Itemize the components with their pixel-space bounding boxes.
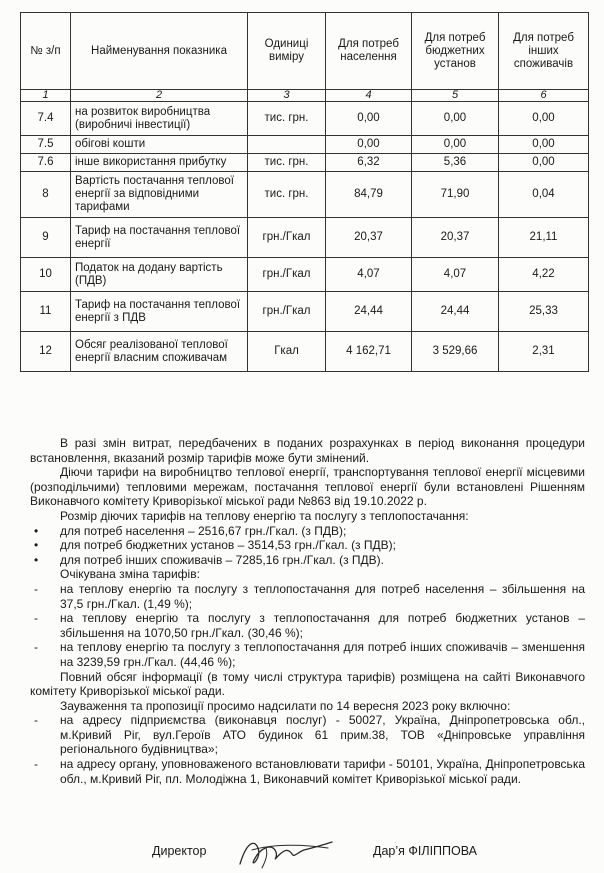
- row-indicator-name: інше використання прибутку: [71, 154, 248, 172]
- row-budget-value: 0,00: [412, 136, 499, 154]
- row-number: 7.5: [21, 136, 71, 154]
- table-row: [21, 154, 589, 172]
- header-indicator-name: Найменування показника: [71, 13, 248, 90]
- row-indicator-name: Тариф на постачання теплової енергії: [71, 218, 248, 258]
- row-budget-value: 24,44: [412, 292, 499, 332]
- row-other-value: 4,22: [499, 258, 589, 292]
- row-population-value: 20,37: [326, 218, 412, 258]
- row-number: 8: [21, 172, 71, 218]
- table-row: [21, 136, 589, 154]
- list-item: - на теплову енергію та послугу з теплопостачання для потреб інших споживачів – зменшення на 3239,59 грн./Гкал. (44,46 %);: [30, 640, 585, 669]
- header-unit: Одиниці виміру: [248, 13, 326, 90]
- row-unit: [248, 136, 326, 154]
- row-other-value: 0,04: [499, 172, 589, 218]
- table-row: [21, 172, 589, 218]
- row-indicator-name: Податок на додану вартість (ПДВ): [71, 258, 248, 292]
- row-population-value: 4 162,71: [326, 332, 412, 372]
- row-unit: грн./Гкал: [248, 258, 326, 292]
- row-number: 12: [21, 332, 71, 372]
- signature-block: [0, 840, 604, 873]
- row-unit: тис. грн.: [248, 102, 326, 136]
- row-budget-value: 20,37: [412, 218, 499, 258]
- index-cell: 4: [326, 90, 412, 102]
- list-item: - на адресу органу, уповноваженого встановлювати тарифи - 50101, Україна, Дніпропетровська обл., м.Кривий Ріг, пл. Молодіжна 1, Виконавчий комітет Криворізької міської ради.: [30, 757, 585, 786]
- paragraph-cost-changes: В разі змін витрат, передбачених в поданих розрахунках в період виконання процедури встановлення, вказаний розмір тарифів може бути змінений.: [30, 436, 585, 465]
- row-number: 11: [21, 292, 71, 332]
- table-row: [21, 218, 589, 258]
- tariff-changes-list: [30, 582, 585, 670]
- list-item: - на адресу підприємства (виконавця послуг) - 50027, Україна, Дніпропетровська обл., м.Кривий Ріг, вул.Героїв АТО будинок 61 прим.38, ТОВ «Дніпровське управління регіонального будівництва»;: [30, 713, 585, 757]
- list-item: • для потреб населення – 2516,67 грн./Гкал. (з ПДВ);: [30, 524, 585, 539]
- index-cell: 6: [499, 90, 589, 102]
- row-indicator-name: на розвиток виробництва (виробничі інвестиції): [71, 102, 248, 136]
- table-row: [21, 332, 589, 372]
- row-indicator-name: Обсяг реалізованої теплової енергії власним споживачам: [71, 332, 248, 372]
- row-other-value: 2,31: [499, 332, 589, 372]
- row-indicator-name: Вартість постачання теплової енергії за відповідними тарифами: [71, 172, 248, 218]
- index-cell: 5: [412, 90, 499, 102]
- paragraph-current-tariffs: Діючи тарифи на виробництво теплової енергії, транспортування теплової енергії місцевими (розподільчими) тепловими мережам, постачання теплової енергії були встановлені Рішенням Виконавчого комітету Криворізької міської ради №863 від 19.10.2022 р.: [30, 465, 585, 509]
- row-population-value: 84,79: [326, 172, 412, 218]
- row-budget-value: 71,90: [412, 172, 499, 218]
- index-cell: 1: [21, 90, 71, 102]
- row-number: 9: [21, 218, 71, 258]
- row-other-value: 0,00: [499, 154, 589, 172]
- row-other-value: 0,00: [499, 102, 589, 136]
- row-budget-value: 4,07: [412, 258, 499, 292]
- table-row: [21, 102, 589, 136]
- list-item: - на теплову енергію та послугу з теплопостачання для потреб бюджетних установ – збільшення на 1070,50 грн./Гкал. (30,46 %);: [30, 611, 585, 640]
- handwritten-signature: [232, 834, 352, 872]
- table-index-row: [21, 90, 589, 102]
- table-row: [21, 258, 589, 292]
- row-unit: грн./Гкал: [248, 292, 326, 332]
- row-population-value: 4,07: [326, 258, 412, 292]
- row-number: 10: [21, 258, 71, 292]
- row-budget-value: 5,36: [412, 154, 499, 172]
- addresses-list: [30, 713, 585, 786]
- row-population-value: 0,00: [326, 136, 412, 154]
- row-population-value: 0,00: [326, 102, 412, 136]
- document-text: [30, 436, 585, 786]
- row-unit: тис. грн.: [248, 172, 326, 218]
- index-cell: 3: [248, 90, 326, 102]
- row-number: 7.4: [21, 102, 71, 136]
- row-unit: тис. грн.: [248, 154, 326, 172]
- header-budget-institutions: Для потреб бюджетних установ: [412, 13, 499, 90]
- list-item: • для потреб інших споживачів – 7285,16 грн./Гкал. (з ПДВ).: [30, 553, 585, 568]
- row-population-value: 24,44: [326, 292, 412, 332]
- row-indicator-name: Тариф на постачання теплової енергії з ПДВ: [71, 292, 248, 332]
- signatory-role: Директор: [152, 844, 207, 858]
- tariff-table: [20, 12, 589, 372]
- paragraph-tariff-size: Розмір діючих тарифів на теплову енергію та послугу з теплопостачання:: [60, 508, 469, 523]
- row-other-value: 0,00: [499, 136, 589, 154]
- row-other-value: 25,33: [499, 292, 589, 332]
- table-row: [21, 292, 589, 332]
- row-population-value: 6,32: [326, 154, 412, 172]
- row-other-value: 21,11: [499, 218, 589, 258]
- header-population: Для потреб населення: [326, 13, 412, 90]
- current-tariffs-list: [30, 524, 585, 568]
- paragraph-full-info: Повний обсяг інформації (в тому числі структура тарифів) розміщена на сайті Виконавчого комітету Криворізької міської ради.: [30, 669, 585, 699]
- index-cell: 2: [71, 90, 248, 102]
- header-other-consumers: Для потреб інших споживачів: [499, 13, 589, 90]
- signatory-name: Дар’я ФІЛІППОВА: [373, 844, 477, 858]
- row-unit: Гкал: [248, 332, 326, 372]
- table-header-row: [21, 13, 589, 90]
- header-number: № з/п: [21, 13, 71, 90]
- row-indicator-name: обігові кошти: [71, 136, 248, 154]
- row-budget-value: 3 529,66: [412, 332, 499, 372]
- row-budget-value: 0,00: [412, 102, 499, 136]
- paragraph-expected-change: Очікувана зміна тарифів:: [60, 567, 200, 582]
- list-item: • для потреб бюджетних установ – 3514,53 грн./Гкал. (з ПДВ);: [30, 538, 585, 553]
- row-unit: грн./Гкал: [248, 218, 326, 258]
- list-item: - на теплову енергію та послугу з теплопостачання для потреб населення – збільшення на 37,5 грн./Гкал. (1,49 %);: [30, 582, 585, 611]
- paragraph-comments-deadline: Зауваження та пропозиції просимо надсилати по 14 вересня 2023 року включно:: [60, 698, 511, 713]
- row-number: 7.6: [21, 154, 71, 172]
